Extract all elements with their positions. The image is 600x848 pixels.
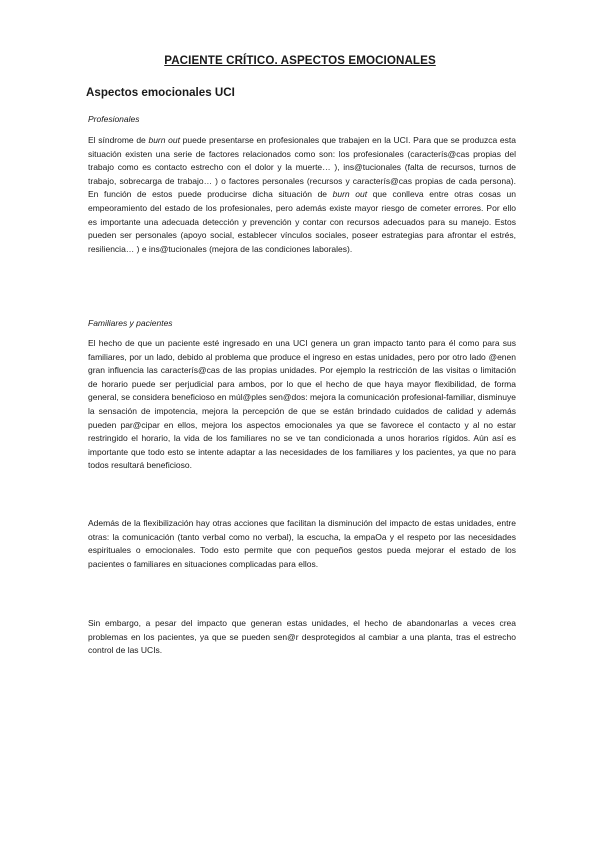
subheading-familiares: Familiares y pacientes xyxy=(88,318,173,328)
term-burn-out: burn out xyxy=(332,189,368,200)
page-title: PACIENTE CRÍTICO. ASPECTOS EMOCIONALES xyxy=(164,54,436,67)
paragraph-familiares-1: El hecho de que un paciente esté ingresado en una UCI genera un gran impacto tanto para él como para sus familiares, por un lado, debido al problema que produce el ingreso en estas unidades, pero por otro lado @enen gran influencia las caracterís@cas de las propias unidades. Por ejemplo la restricción de las visitas o limitación de horario puede ser perjudicial para ambos, por lo que el hecho de que haya mayor flexibilidad, de forma general, se considera beneficioso en múl@ples sen@dos: mejora la comunicación profesional-familiar, disminuye la sensación de impotencia, mejora la percepción de que se están brindado cuidados de calidad y además pueden par@cipar en ellos, mejora los aspectos emocionales ya que se favorece el contacto y al no estar restringido el horario, la vida de los familiares no se ve tan condicionada a unos horarios rígidos. Aún así es importante que todo esto se intente adaptar a las necesidades de los familiares y los pacientes, ya que no para todos resultará beneficioso. xyxy=(88,338,516,471)
term-burn-out: burn out xyxy=(148,135,180,145)
paragraph-text: que conlleva entre otras cosas un empeoramiento del estado de los profesionales, pero además existe mayor riesgo de cometer errores. Por ello es importante una adecuada detección y prevención y contar con recursos adecuados para su manejo. Estos pueden ser personales (apoyo social, establecer vínculos sociales, poseer estrategias para afrontar el estrés, resiliencia… ) e ins@tucionales (mejora de las condiciones laborales). xyxy=(88,189,516,254)
paragraph-text: El síndrome de xyxy=(88,135,149,145)
paragraph-familiares-3: Sin embargo, a pesar del impacto que generan estas unidades, el hecho de abandonarlas a veces crea problemas en los pacientes, ya que se pueden sen@r desprotegidos al cambiar a una planta, tras el estrecho control de las UCIs. xyxy=(88,618,516,656)
paragraph-profesionales xyxy=(88,134,516,256)
subheading-profesionales: Profesionales xyxy=(88,114,140,124)
section-heading: Aspectos emocionales UCI xyxy=(86,86,235,99)
paragraph-text: puede presentarse en profesionales que trabajen en la UCI. Para que se produzca esta situación existen una serie de factores relacionados como son: los profesionales (caracterís@cas propias del trabajo como es contacto estrecho con el dolor y la muerte… ), ins@tucionales (falta de recursos, turnos de trabajo, sobrecarga de trabajo… ) o factores personales (recursos y caracterís@cas propias de cada persona). En función de estos puede producirse dicha situación de xyxy=(88,135,516,200)
paragraph-familiares-2: Además de la flexibilización hay otras acciones que facilitan la disminución del impacto de estas unidades, entre otras: la comunicación (tanto verbal como no verbal), la escucha, la empaOa y el respeto por las necesidades espirituales o emocionales. Todo esto permite que con pequeños gestos pueda mejorar el estado de los pacientes o familiares en situaciones complicadas para ellos. xyxy=(88,518,516,569)
